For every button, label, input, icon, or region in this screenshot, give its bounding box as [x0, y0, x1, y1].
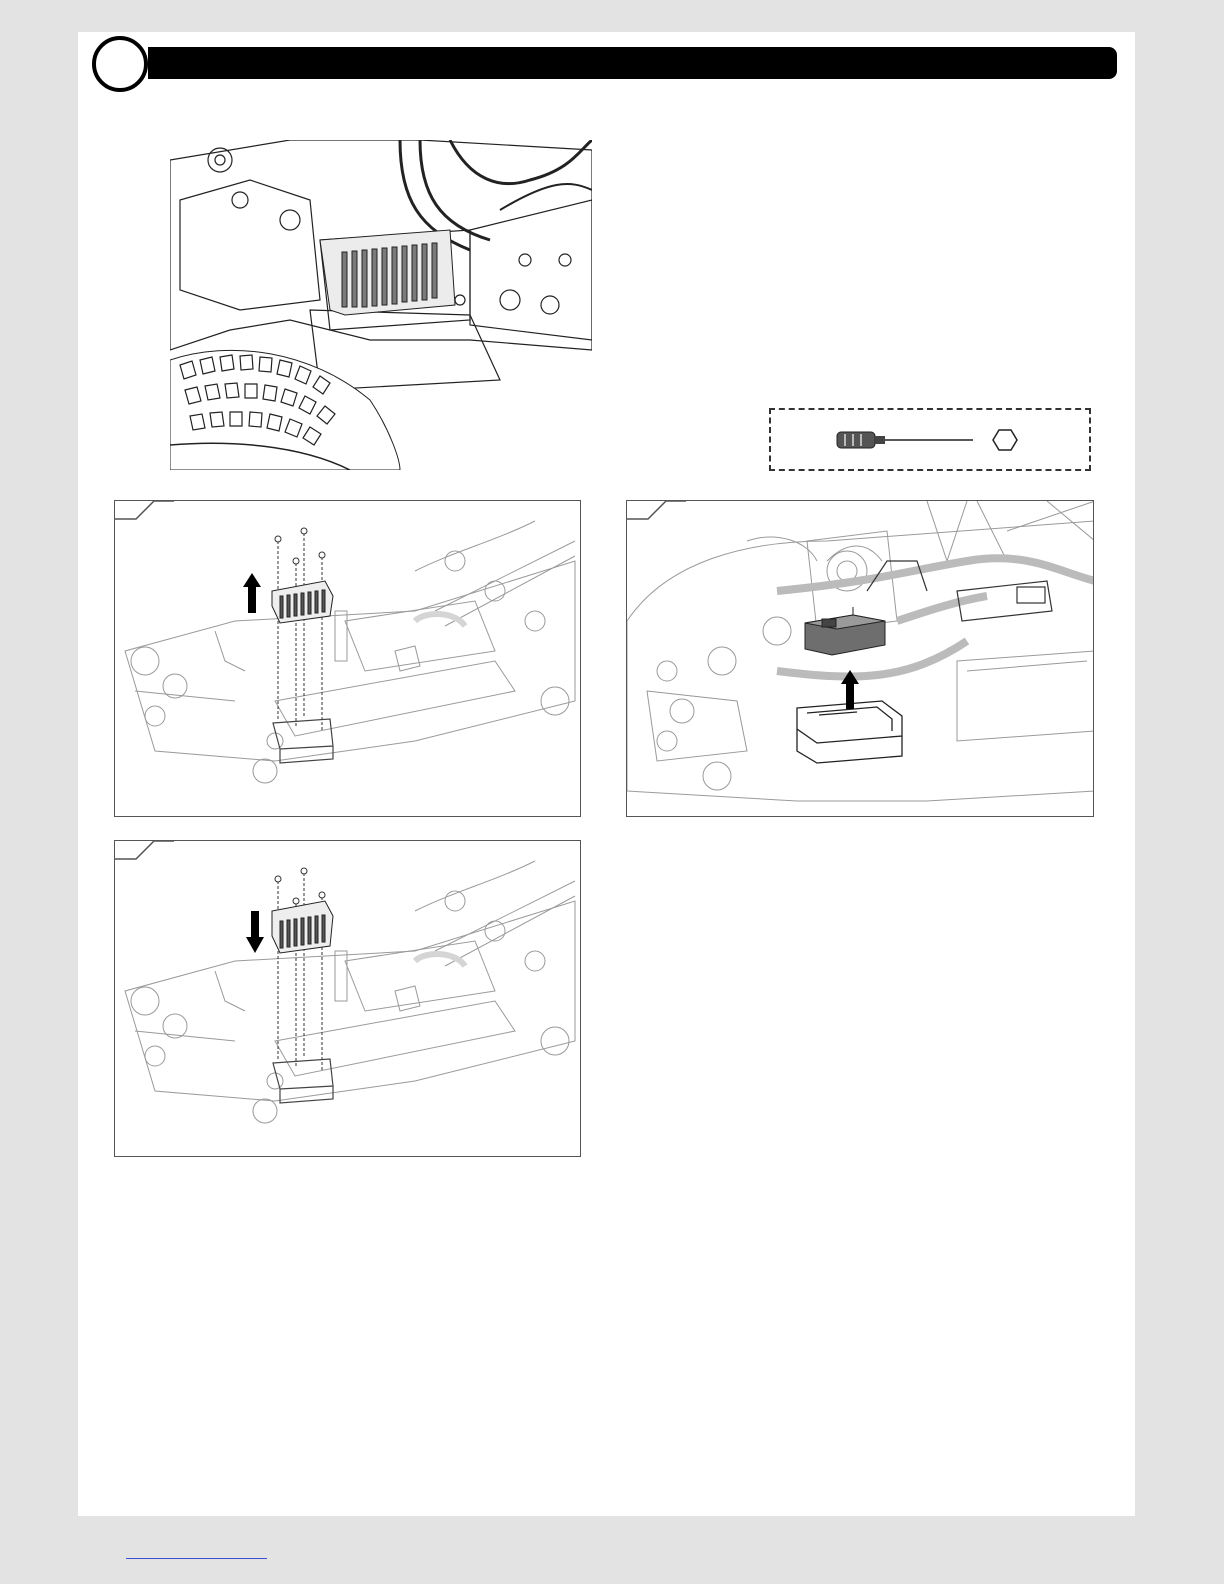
chassis-drawing-install-cover: [115, 841, 581, 1157]
receiver-box-base: [273, 1059, 333, 1103]
tools-drawing: [771, 410, 1089, 469]
chassis-drawing-remove-cover: [115, 501, 581, 817]
step-number-badge: [92, 36, 148, 92]
required-tools-box: [769, 408, 1091, 471]
hex-size-icon: [993, 430, 1017, 450]
hex-driver-icon: [837, 432, 973, 448]
receiver-tray: [797, 701, 902, 763]
receiver: [805, 607, 885, 655]
arrow-down-icon: [246, 911, 264, 953]
receiver-cover: [320, 230, 455, 315]
panel-tab-corner: [114, 500, 174, 520]
footer-link[interactable]: [126, 1558, 267, 1559]
panel-tab-corner: [626, 500, 686, 520]
panel-tab-corner: [114, 840, 174, 860]
receiver-box-base: [273, 719, 333, 763]
step-header-bar: [148, 47, 1117, 79]
panel-remove-receiver: [626, 500, 1094, 817]
receiver-cover: [272, 581, 333, 623]
chassis-closeup-drawing: [170, 140, 592, 470]
panel-install-cover: [114, 840, 581, 1157]
receiver-cover: [272, 901, 333, 953]
screws: [275, 528, 325, 731]
overview-illustration: [170, 140, 592, 470]
panel-remove-cover: [114, 500, 581, 817]
screws: [275, 868, 325, 1071]
arrow-up-icon: [243, 573, 261, 613]
chassis-drawing-remove-receiver: [627, 501, 1094, 817]
